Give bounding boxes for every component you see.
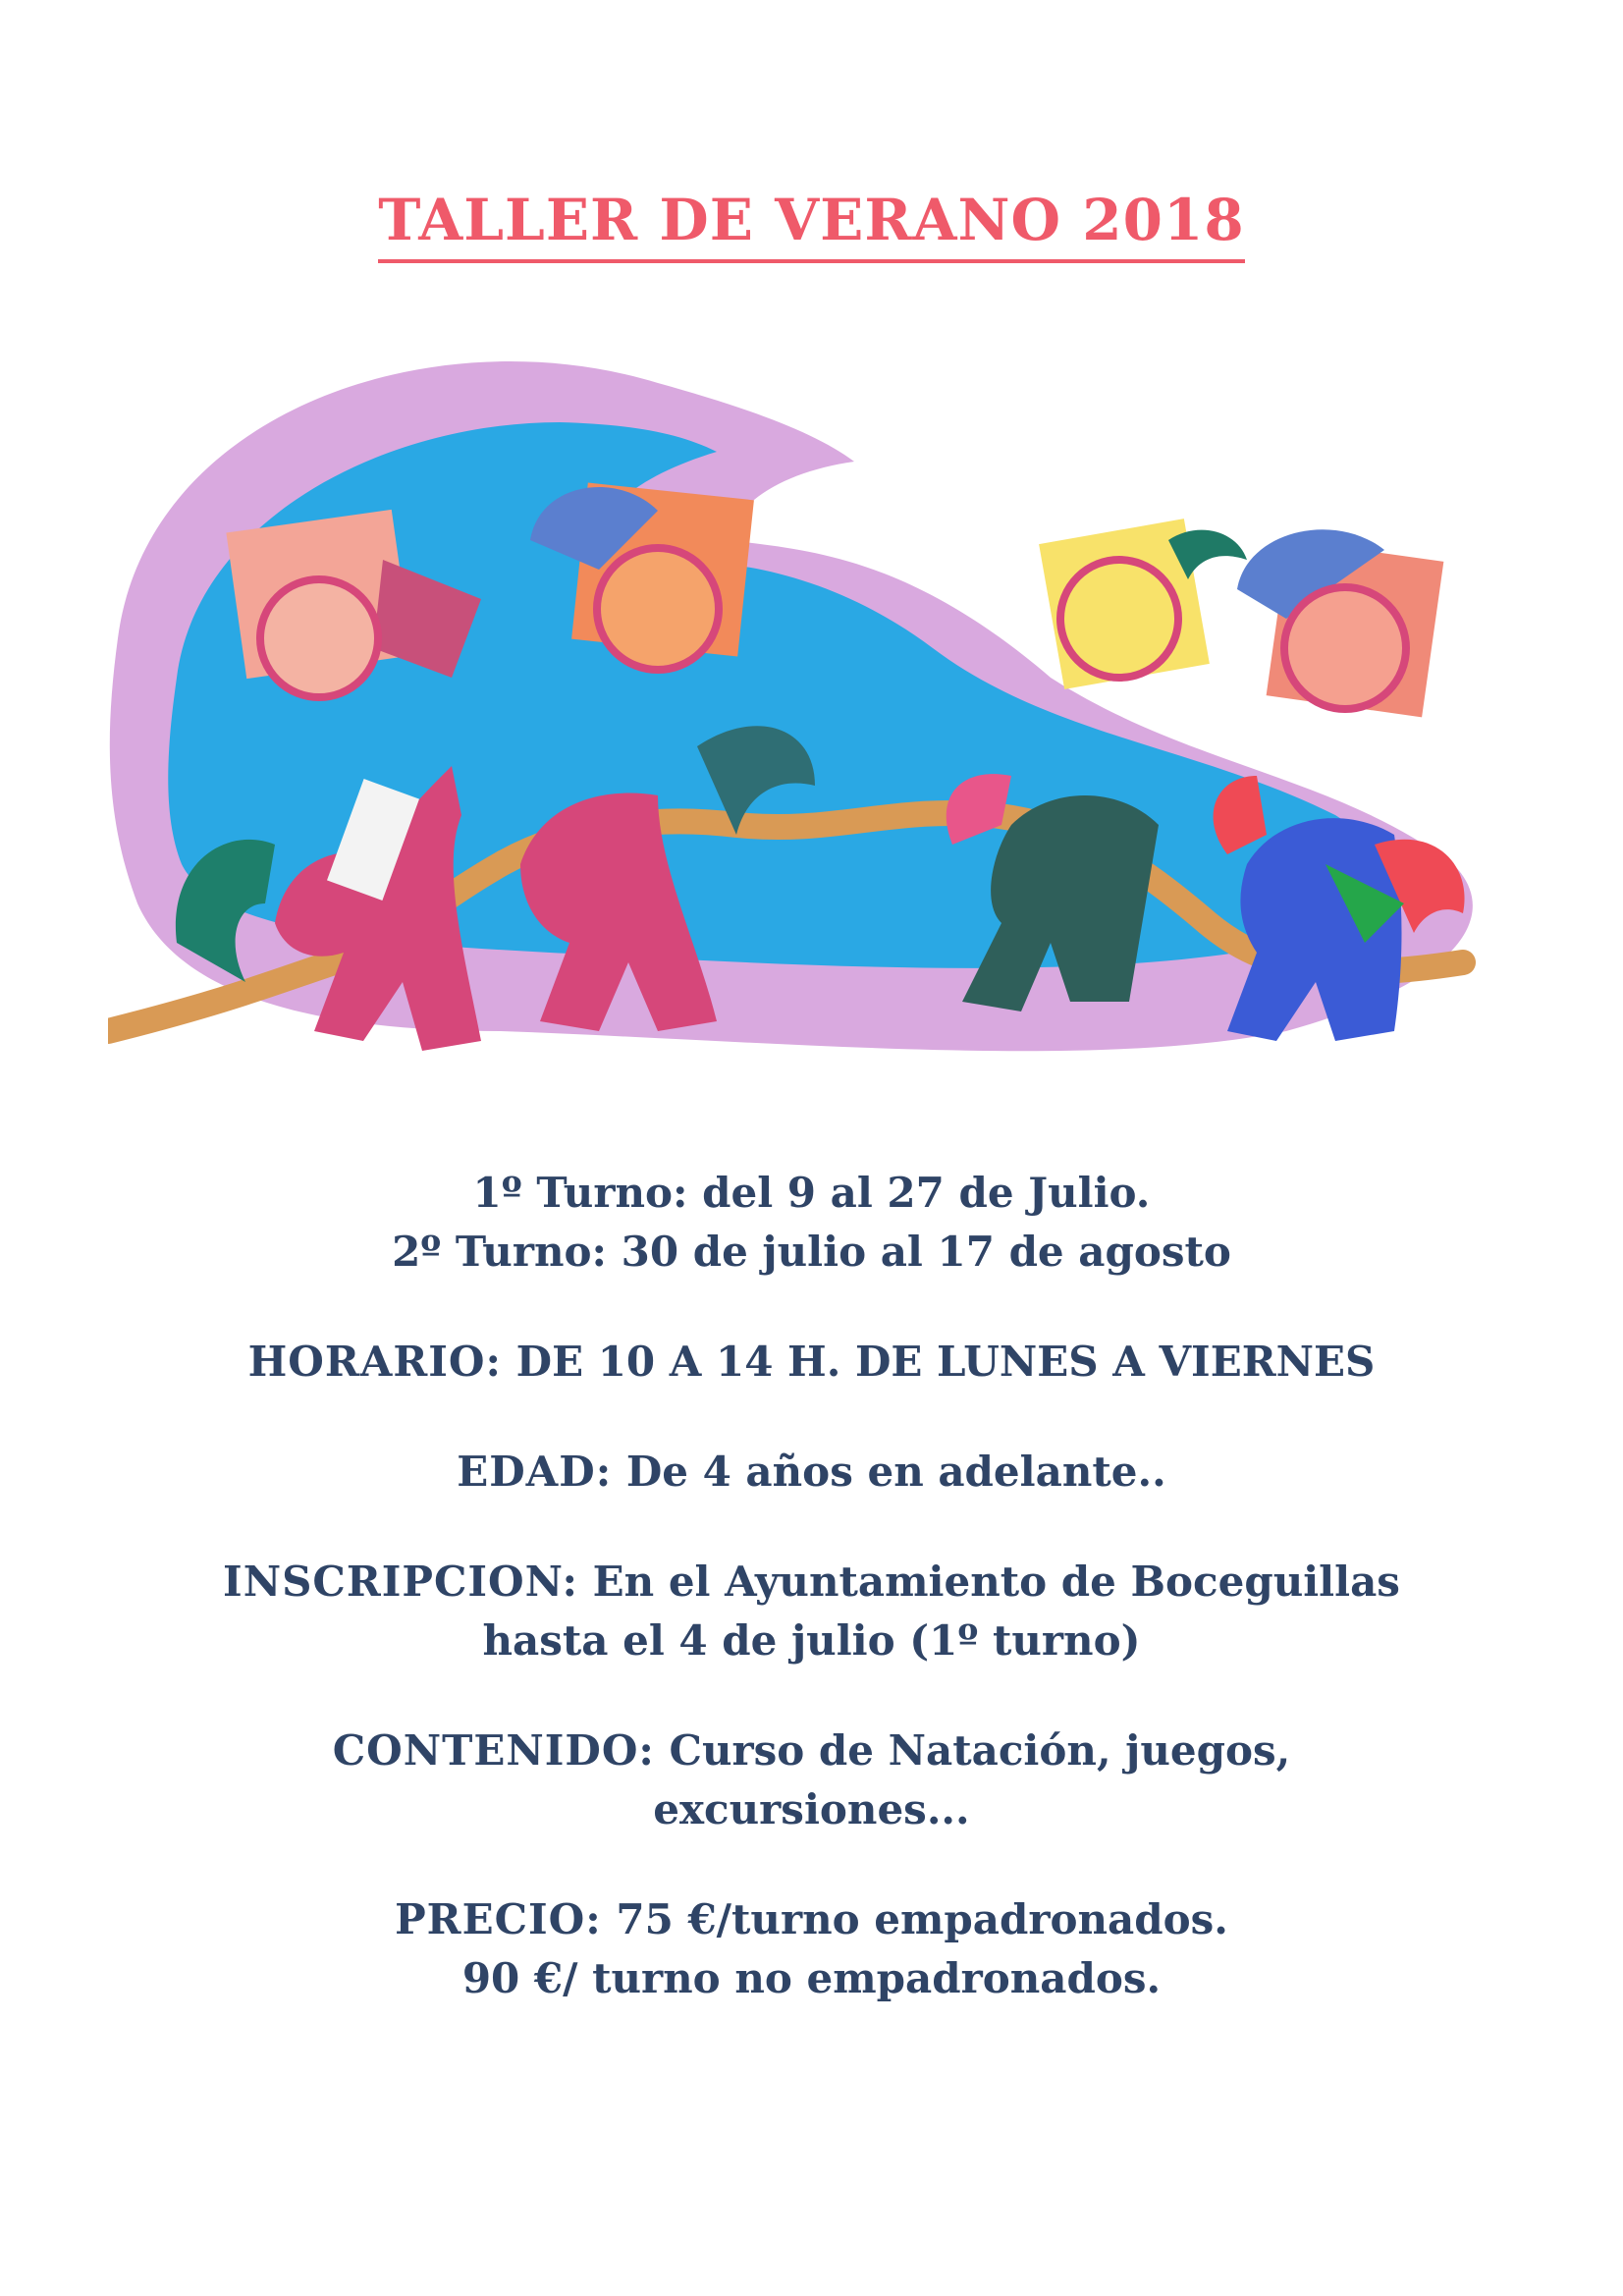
contenido-line-2: excursiones... [653, 1785, 970, 1833]
poster-title [0, 187, 1623, 263]
inscripcion-block [0, 1553, 1623, 1670]
inscripcion-line-2: hasta el 4 de julio (1º turno) [482, 1616, 1141, 1665]
horario-text: DE 10 A 14 H. DE LUNES A VIERNES [502, 1338, 1376, 1386]
contenido-text: Curso de Natación, juegos, [654, 1726, 1291, 1775]
turns-block [0, 1164, 1623, 1282]
inscripcion-label: INSCRIPCION: [223, 1558, 579, 1606]
poster-title-text: TALLER DE VERANO 2018 [378, 187, 1244, 263]
precio-block [0, 1890, 1623, 2008]
contenido-block [0, 1722, 1623, 1839]
inscripcion-text: En el Ayuntamiento de Boceguillas [578, 1558, 1400, 1606]
precio-text: 75 €/turno empadronados. [601, 1895, 1228, 1943]
horario-line [0, 1333, 1623, 1392]
tug-of-war-illustration [108, 354, 1551, 1080]
edad-block [0, 1443, 1623, 1502]
edad-line [0, 1443, 1623, 1502]
precio-line [0, 1890, 1623, 1949]
edad-label: EDAD: [457, 1448, 613, 1496]
horario-label: HORARIO: [247, 1338, 503, 1386]
contenido-line [0, 1722, 1623, 1780]
edad-text: De 4 años en adelante.. [612, 1448, 1166, 1496]
inscripcion-line [0, 1553, 1623, 1612]
precio-label: PRECIO: [395, 1895, 602, 1943]
turn-1: 1º Turno: del 9 al 27 de Julio. [472, 1169, 1151, 1217]
poster-info [0, 1164, 1623, 2059]
horario-block [0, 1333, 1623, 1392]
contenido-label: CONTENIDO: [332, 1726, 655, 1775]
precio-line-2: 90 €/ turno no empadronados. [461, 1954, 1162, 2002]
turn-2: 2º Turno: 30 de julio al 17 de agosto [392, 1228, 1231, 1276]
